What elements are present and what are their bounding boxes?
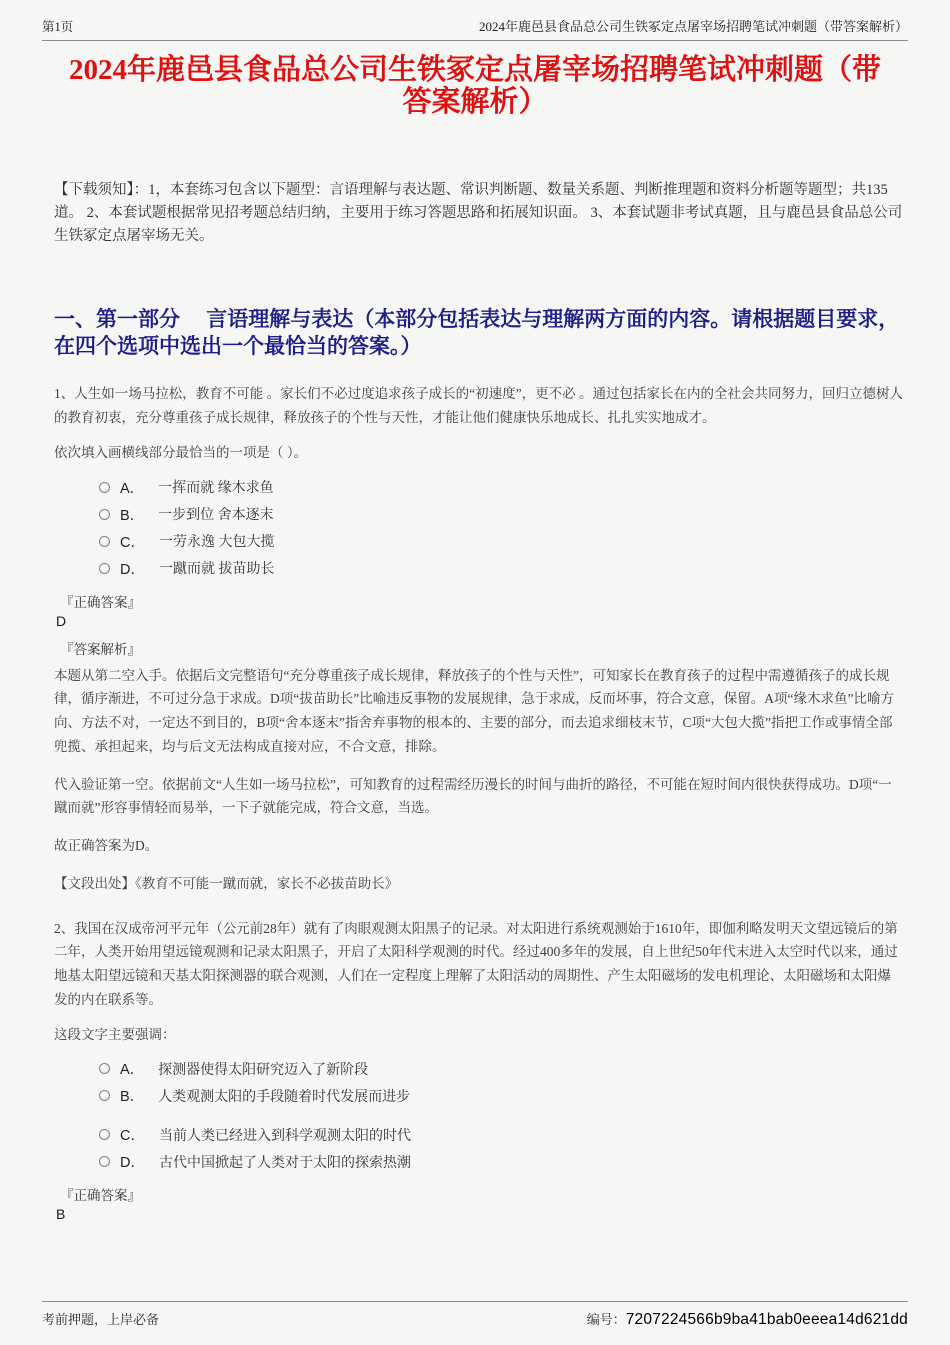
- question-2-options: [54, 1055, 904, 1175]
- option-text: 一步到位 舍本逐末: [158, 508, 274, 524]
- question-1-option-d[interactable]: [99, 555, 904, 582]
- radio-button-icon[interactable]: [99, 1063, 110, 1074]
- radio-button-icon[interactable]: [99, 536, 110, 547]
- option-text: 探测器使得太阳研究迈入了新阶段: [158, 1062, 369, 1078]
- option-letter: B．: [120, 1089, 145, 1106]
- question-2-option-b[interactable]: [99, 1082, 904, 1109]
- radio-button-icon[interactable]: [99, 1090, 110, 1101]
- option-text: 人类观测太阳的手段随着时代发展而进步: [158, 1089, 411, 1105]
- radio-button-icon[interactable]: [99, 563, 110, 574]
- analysis-paragraph: 代入验证第一空。依据前文“人生如一场马拉松”，可知教育的过程需经历漫长的时间与曲折的路径，不可能在短时间内很快获得成功。D项“一蹴而就”形容事情轻而易举，一下子就能完成，符合文意，当选。: [54, 776, 892, 816]
- radio-button-icon[interactable]: [99, 509, 110, 520]
- document-body: [42, 179, 908, 1222]
- question-1-stem: 1、人生如一场马拉松，教育不可能 。家长们不必过度追求孩子成长的“初速度”，更不必 。通过包括家长在内的全社会共同努力，回归立德树人的教育初衷，充分尊重孩子成长规律，释放孩子的个性与天性，才能让他们健康快乐地成长、扎扎实实地成才。: [54, 386, 903, 426]
- radio-button-icon[interactable]: [99, 1156, 110, 1167]
- header-doc-title: 2024年鹿邑县食品总公司生铁冢定点屠宰场招聘笔试冲刺题（带答案解析）: [478, 19, 908, 34]
- question-1-analysis: [54, 664, 904, 896]
- question-2-option-a[interactable]: [99, 1055, 904, 1082]
- radio-button-icon[interactable]: [99, 1129, 110, 1140]
- question-1-option-b[interactable]: [99, 501, 904, 528]
- page-number: 第1页: [42, 20, 74, 34]
- question-1-option-a[interactable]: [99, 474, 904, 501]
- question-2-option-c[interactable]: [99, 1121, 904, 1148]
- serial-label: 编号：: [586, 1312, 626, 1327]
- question-2-prompt: 这段文字主要强调：: [54, 1026, 176, 1042]
- question-1-prompt: 依次填入画横线部分最恰当的一项是（ ）。: [54, 444, 308, 460]
- option-letter: C．: [120, 1128, 145, 1145]
- page-footer: [42, 1301, 908, 1329]
- footer-slogan: 考前押题，上岸必备: [42, 1312, 160, 1327]
- question-1-correct-answer: D: [56, 612, 67, 629]
- option-letter: A．: [120, 1062, 145, 1079]
- option-text: 一挥而就 缘木求鱼: [158, 481, 274, 497]
- analysis-source: 【文段出处】《教育不可能一蹴而就，家长不必拔苗助长》: [54, 875, 399, 891]
- option-letter: B．: [120, 507, 145, 524]
- option-text: 古代中国掀起了人类对于太阳的探索热潮: [158, 1155, 411, 1171]
- option-letter: A．: [120, 480, 145, 497]
- analysis-paragraph: 本题从第二空入手。依据后文完整语句“充分尊重孩子成长规律，释放孩子的个性与天性”，可知家长在教育孩子的过程中需遵循孩子的成长规律，循序渐进，不可过分急于求成。D项“拔苗助长”比喻违反事物的发展规律，急于求成，反而坏事，符合文意，保留。A项“缘木求鱼”比喻方向、方法不对，一定达不到目的，B项“舍本逐末”指舍弃事物的根本的、主要的部分，而去追求细枝末节，C项“大包大揽”指把工作或事情全部兜揽、承担起来，均与后文无法构成直接对应，不合文意，排除。: [54, 667, 894, 754]
- question-2-option-d[interactable]: [99, 1148, 904, 1175]
- analysis-paragraph: 故正确答案为D。: [54, 838, 159, 854]
- question-1-option-c[interactable]: [99, 528, 904, 555]
- option-text: 一蹴而就 拔苗助长: [158, 562, 275, 578]
- question-1-analysis-label: 『答案解析』: [60, 641, 141, 657]
- option-text: 当前人类已经进入到科学观测太阳的时代: [158, 1128, 411, 1144]
- question-2-stem: 2、我国在汉成帝河平元年（公元前28年）就有了肉眼观测太阳黑子的记录。对太阳进行系统观测始于1610年，即伽利略发明天文望远镜后的第二年，人类开始用望远镜观测和记录太阳黑子，开启了太阳科学观测的时代。经过400多年的发展，自上世纪50年代末进入太空时代以来，通过地基太阳望远镜和天基太阳探测器的联合观测，人们在一定程度上理解了太阳活动的周期性、产生太阳磁场的发电机理论、太阳磁场和太阳爆发的内在联系等。: [54, 920, 898, 1007]
- question-2-correct-answer-label: 『正确答案』: [60, 1188, 141, 1204]
- option-letter: C．: [120, 534, 145, 551]
- footer-serial: [587, 1309, 908, 1329]
- option-text: 一劳永逸 大包大揽: [158, 535, 275, 551]
- question-2-correct-answer: B: [56, 1206, 66, 1223]
- question-1-options: [54, 474, 904, 582]
- section-heading: 一、第一部分 言语理解与表达（本部分包括表达与理解两方面的内容。请根据题目要求，在四个选项中选出一个最恰当的答案。）: [54, 306, 900, 359]
- page-header: [42, 0, 908, 41]
- option-letter: D．: [120, 561, 145, 578]
- download-notice: 【下载须知】：1，本套练习包含以下题型：言语理解与表达题、常识判断题、数量关系题、判断推理题和资料分析题等题型；共135道。 2、本套试题根据常见招考题总结归纳，主要用于练习答题思路和拓展知识面。 3、本套试题非考试真题，且与鹿邑县食品总公司生铁冢定点屠宰场无关。: [54, 181, 903, 245]
- document-title: 2024年鹿邑县食品总公司生铁冢定点屠宰场招聘笔试冲刺题（带答案解析）: [68, 54, 881, 119]
- question-1-correct-answer-label: 『正确答案』: [60, 594, 141, 610]
- radio-button-icon[interactable]: [99, 482, 110, 493]
- serial-number: 7207224566b9ba41bab0eeea14d621dd: [625, 1311, 908, 1328]
- option-letter: D．: [120, 1155, 145, 1172]
